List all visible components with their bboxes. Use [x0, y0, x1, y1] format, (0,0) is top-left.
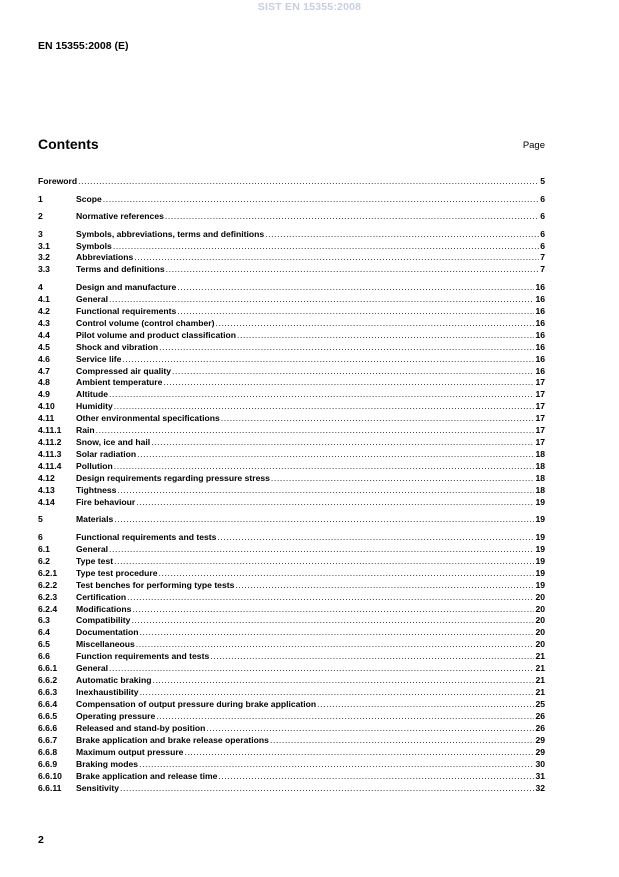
toc-entry-title: Ambient temperature: [76, 377, 163, 388]
toc-entry-page: 21: [535, 663, 545, 674]
toc-entry-page: 19: [535, 531, 545, 542]
toc-entry-number: 4.10: [38, 401, 55, 412]
toc-entry-number: 4.12: [38, 472, 55, 483]
toc-entry-page: 7: [540, 252, 545, 263]
toc-entry-number: 3.1: [38, 240, 50, 251]
toc-entry-title: Compatibility: [76, 615, 131, 626]
toc-entry[interactable]: [38, 318, 545, 330]
toc-entry-page: 16: [535, 293, 545, 304]
toc-dot-leader: [237, 330, 534, 342]
toc-entry[interactable]: [38, 639, 545, 651]
toc-entry-title: Rain: [76, 425, 95, 436]
toc-entry-title: Normative references: [76, 211, 164, 222]
toc-entry-title: Abbreviations: [76, 252, 134, 263]
toc-dot-leader: [109, 544, 534, 556]
toc-entry[interactable]: [38, 544, 545, 556]
toc-dot-leader: [166, 264, 540, 276]
toc-dot-leader: [136, 639, 535, 651]
toc-entry[interactable]: [38, 747, 545, 759]
toc-entry-number: 6.6.3: [38, 687, 58, 698]
toc-entry[interactable]: [38, 264, 545, 276]
toc-entry-title: Design and manufacture: [76, 281, 177, 292]
toc-entry-page: 18: [535, 461, 545, 471]
toc-entry-title: Solar radiation: [76, 449, 137, 460]
toc-dot-leader: [210, 651, 534, 663]
toc-entry-page: 16: [535, 305, 545, 316]
toc-dot-leader: [163, 377, 534, 389]
toc-entry-page: 6: [540, 211, 545, 222]
toc-entry-number: 6.2.1: [38, 567, 58, 578]
toc-entry[interactable]: [38, 771, 545, 783]
toc-entry-page: 18: [535, 484, 545, 495]
toc-entry[interactable]: [38, 699, 545, 711]
toc-dot-leader: [218, 771, 534, 783]
toc-entry[interactable]: [38, 241, 545, 253]
toc-entry-number: 4.4: [38, 329, 50, 340]
toc-entry-number: 6.2.4: [38, 603, 58, 614]
toc-entry-page: 29: [535, 734, 545, 745]
toc-entry-page: 26: [535, 722, 545, 733]
toc-entry[interactable]: [38, 437, 545, 449]
toc-entry-page: 20: [535, 591, 545, 602]
toc-entry-page: 16: [535, 329, 545, 340]
toc-entry[interactable]: [38, 592, 545, 604]
page-column-label: Page: [522, 140, 545, 151]
toc-entry-number: 4.13: [38, 484, 55, 495]
toc-entry[interactable]: [38, 294, 545, 306]
toc-entry-title: Symbols, abbreviations, terms and definitions: [76, 228, 265, 239]
toc-entry-number: 6: [38, 531, 43, 542]
toc-entry[interactable]: [38, 687, 545, 699]
toc-entry[interactable]: [38, 461, 545, 473]
toc-entry-number: 6.4: [38, 627, 50, 638]
toc-entry-title: General: [76, 663, 109, 674]
toc-entry-page: 17: [535, 425, 545, 436]
toc-dot-leader: [103, 194, 539, 206]
toc-dot-leader: [271, 473, 535, 485]
toc-entry-page: 7: [540, 264, 545, 275]
toc-entry-title: Released and stand-by position: [76, 722, 206, 733]
toc-entry-number: 5: [38, 514, 43, 525]
toc-entry-number: 6.2: [38, 555, 50, 566]
toc-entry[interactable]: [38, 449, 545, 461]
toc-entry-number: 4.14: [38, 496, 55, 507]
toc-dot-leader: [317, 699, 534, 711]
toc-entry-number: 1: [38, 193, 43, 204]
contents-heading: Contents: [38, 136, 99, 152]
toc-entry-page: 19: [535, 579, 545, 590]
toc-entry-title: Fire behaviour: [76, 496, 136, 507]
toc-entry-number: 3.3: [38, 264, 50, 275]
toc-entry-title: Foreword: [38, 176, 78, 186]
toc-entry[interactable]: [38, 366, 545, 378]
toc-entry-page: 20: [535, 603, 545, 614]
toc-entry-page: 16: [535, 281, 545, 292]
toc-entry-number: 4.9: [38, 389, 50, 400]
toc-dot-leader: [159, 342, 534, 354]
toc-entry[interactable]: [38, 425, 545, 437]
toc-entry-number: 4.11.3: [38, 449, 62, 460]
toc-entry-page: 29: [535, 746, 545, 757]
toc-entry-title: Sensitivity: [76, 782, 119, 793]
toc-entry[interactable]: [38, 354, 545, 366]
toc-entry[interactable]: [38, 627, 545, 639]
toc-entry[interactable]: [38, 252, 545, 264]
toc-dot-leader: [177, 282, 534, 294]
toc-entry-number: 4.11.1: [38, 425, 62, 436]
toc-dot-leader: [217, 532, 534, 544]
toc-entry[interactable]: [38, 604, 545, 616]
toc-entry[interactable]: [38, 413, 545, 425]
toc-entry-number: 6.6.1: [38, 663, 58, 674]
toc-entry-title: Tightness: [76, 484, 117, 495]
toc-dot-leader: [140, 627, 535, 639]
toc-entry-number: 4.6: [38, 353, 50, 364]
toc-dot-leader: [140, 687, 535, 699]
toc-entry-page: 20: [535, 627, 545, 638]
toc-entry-title: Functional requirements: [76, 305, 177, 316]
toc-dot-leader: [137, 449, 534, 461]
toc-entry-title: Operating pressure: [76, 710, 156, 721]
toc-entry[interactable]: [38, 651, 545, 663]
toc-entry-number: 6.3: [38, 615, 50, 626]
toc-entry-number: 6.2.2: [38, 579, 58, 590]
toc-entry[interactable]: [38, 485, 545, 497]
toc-entry[interactable]: [38, 735, 545, 747]
toc-entry-title: Scope: [76, 193, 102, 204]
toc-entry-page: 18: [535, 472, 545, 483]
toc-entry-title: Materials: [76, 514, 114, 525]
toc-entry-title: Maximum output pressure: [76, 746, 184, 757]
toc-dot-leader: [184, 747, 534, 759]
toc-entry-page: 16: [535, 353, 545, 364]
toc-entry-title: Snow, ice and hail: [76, 437, 151, 448]
toc-entry[interactable]: [38, 759, 545, 771]
toc-dot-leader: [221, 413, 535, 425]
toc-entry-number: 6.1: [38, 543, 50, 554]
toc-entry-title: Pilot volume and product classification: [76, 329, 236, 340]
toc-entry-page: 16: [535, 365, 545, 376]
toc-entry[interactable]: [38, 389, 545, 401]
toc-entry-page: 31: [535, 770, 545, 781]
toc-entry-page: 21: [535, 651, 545, 662]
toc-entry-page: 30: [535, 758, 545, 769]
toc-entry-number: 4: [38, 281, 43, 292]
toc-entry-number: 2: [38, 211, 43, 222]
toc-entry-title: Shock and vibration: [76, 341, 159, 352]
toc-entry-title: Miscellaneous: [76, 639, 135, 650]
toc-entry-page: 16: [535, 317, 545, 328]
toc-entry-page: 6: [540, 240, 545, 251]
toc-entry[interactable]: [38, 556, 545, 568]
toc-entry-title: Documentation: [76, 627, 139, 638]
toc-dot-leader: [131, 615, 534, 627]
toc-entry-page: 21: [535, 675, 545, 686]
toc-entry-page: 17: [535, 389, 545, 400]
toc-dot-leader: [109, 389, 534, 401]
toc-entry[interactable]: [38, 342, 545, 354]
toc-entry-title: Control volume (control chamber): [76, 317, 215, 328]
toc-entry-page: 17: [535, 437, 545, 448]
toc-entry-title: Type test: [76, 555, 114, 566]
toc-entry[interactable]: [38, 229, 545, 241]
toc-entry-number: 6.6: [38, 651, 50, 662]
toc-dot-leader: [215, 318, 534, 330]
toc-entry[interactable]: [38, 615, 545, 627]
toc-entry-title: Other environmental specifications: [76, 413, 220, 424]
toc-dot-leader: [235, 580, 534, 592]
toc-dot-leader: [78, 176, 539, 188]
toc-entry[interactable]: [38, 330, 545, 342]
toc-entry-number: 4.11.2: [38, 437, 62, 448]
toc-dot-leader: [132, 604, 534, 616]
toc-entry-title: Brake application and release time: [76, 770, 218, 781]
toc-entry[interactable]: [38, 675, 545, 687]
toc-dot-leader: [127, 592, 534, 604]
table-of-contents: [38, 176, 545, 795]
toc-entry-number: 4.3: [38, 317, 50, 328]
toc-dot-leader: [165, 211, 539, 223]
toc-entry-number: 6.6.6: [38, 722, 58, 733]
toc-entry[interactable]: [38, 783, 545, 795]
footer-page-number: 2: [38, 834, 44, 846]
toc-dot-leader: [114, 556, 534, 568]
toc-entry[interactable]: [38, 497, 545, 509]
toc-dot-leader: [139, 759, 534, 771]
toc-dot-leader: [96, 425, 535, 437]
toc-entry-page: 17: [535, 413, 545, 424]
toc-dot-leader: [172, 366, 534, 378]
toc-entry[interactable]: [38, 568, 545, 580]
toc-entry-title: Braking modes: [76, 758, 139, 769]
toc-entry-number: 6.6.11: [38, 782, 62, 793]
toc-entry[interactable]: [38, 282, 545, 294]
toc-entry-title: Functional requirements and tests: [76, 531, 217, 542]
toc-dot-leader: [114, 514, 534, 526]
toc-entry-title: Modifications: [76, 603, 132, 614]
toc-entry-page: 19: [535, 555, 545, 566]
toc-dot-leader: [151, 437, 534, 449]
toc-entry-page: 19: [535, 567, 545, 578]
toc-entry-number: 4.2: [38, 305, 50, 316]
toc-entry-page: 17: [535, 377, 545, 388]
toc-entry-title: Function requirements and tests: [76, 651, 210, 662]
toc-dot-leader: [206, 723, 534, 735]
toc-entry-page: 18: [535, 449, 545, 460]
toc-entry-title: Humidity: [76, 401, 113, 412]
toc-entry[interactable]: [38, 723, 545, 735]
toc-dot-leader: [136, 497, 534, 509]
toc-entry-number: 4.11.4: [38, 461, 62, 471]
toc-entry-page: 5: [540, 176, 545, 186]
toc-entry-page: 17: [535, 401, 545, 412]
toc-dot-leader: [156, 711, 534, 723]
toc-dot-leader: [114, 461, 535, 473]
toc-entry-title: Terms and definitions: [76, 264, 165, 275]
toc-entry-number: 6.6.5: [38, 710, 58, 721]
toc-entry-number: 3: [38, 228, 43, 239]
toc-entry[interactable]: [38, 514, 545, 526]
toc-entry-number: 6.5: [38, 639, 50, 650]
toc-dot-leader: [177, 306, 534, 318]
toc-dot-leader: [152, 675, 534, 687]
toc-entry-page: 21: [535, 687, 545, 698]
toc-entry-title: Brake application and brake release operations: [76, 734, 269, 745]
toc-entry[interactable]: [38, 176, 545, 188]
toc-entry[interactable]: [38, 377, 545, 389]
toc-entry-number: 4.7: [38, 365, 50, 376]
toc-entry-number: 4.11: [38, 413, 55, 424]
toc-entry-page: 20: [535, 615, 545, 626]
toc-dot-leader: [117, 485, 534, 497]
document-id: EN 15355:2008 (E): [38, 40, 129, 52]
toc-entry-page: 16: [535, 341, 545, 352]
toc-entry-page: 19: [535, 543, 545, 554]
toc-entry[interactable]: [38, 663, 545, 675]
toc-dot-leader: [109, 294, 534, 306]
toc-entry-page: 19: [535, 496, 545, 507]
toc-entry[interactable]: [38, 532, 545, 544]
toc-entry-title: Compressed air quality: [76, 365, 172, 376]
toc-entry-number: 4.1: [38, 293, 50, 304]
toc-entry-title: General: [76, 293, 109, 304]
toc-entry-title: Type test procedure: [76, 567, 158, 578]
toc-entry-title: Symbols: [76, 240, 112, 251]
toc-entry[interactable]: [38, 473, 545, 485]
toc-entry-number: 4.8: [38, 377, 50, 388]
toc-entry-number: 6.6.4: [38, 699, 58, 709]
toc-entry-title: Pollution: [76, 461, 113, 471]
toc-dot-leader: [113, 241, 539, 253]
toc-entry-page: 19: [535, 514, 545, 525]
toc-entry-page: 25: [535, 699, 545, 709]
toc-entry-title: Service life: [76, 353, 122, 364]
toc-entry-page: 6: [540, 228, 545, 239]
toc-entry-number: 6.6.7: [38, 734, 58, 745]
toc-entry-page: 6: [540, 193, 545, 204]
toc-entry-number: 6.6.2: [38, 675, 58, 686]
toc-entry-page: 26: [535, 710, 545, 721]
toc-entry-number: 3.2: [38, 252, 50, 263]
toc-entry-title: Automatic braking: [76, 675, 152, 686]
watermark-text: SIST EN 15355:2008: [257, 1, 362, 13]
toc-dot-leader: [134, 252, 539, 264]
toc-entry-title: Test benches for performing type tests: [76, 579, 235, 590]
toc-entry[interactable]: [38, 401, 545, 413]
toc-entry[interactable]: [38, 211, 545, 223]
toc-entry[interactable]: [38, 711, 545, 723]
toc-entry-number: 6.6.9: [38, 758, 58, 769]
toc-entry-number: 4.5: [38, 341, 50, 352]
toc-dot-leader: [270, 735, 534, 747]
toc-dot-leader: [265, 229, 539, 241]
toc-entry[interactable]: [38, 306, 545, 318]
toc-entry-title: Compensation of output pressure during brake application: [76, 699, 317, 709]
toc-dot-leader: [159, 568, 535, 580]
toc-dot-leader: [109, 663, 534, 675]
toc-entry-title: Altitude: [76, 389, 108, 400]
toc-entry-title: Inexhaustibility: [76, 687, 139, 698]
toc-entry-number: 6.6.10: [38, 770, 62, 781]
toc-entry-page: 20: [535, 639, 545, 650]
toc-dot-leader: [114, 401, 535, 413]
toc-dot-leader: [120, 783, 534, 795]
toc-entry-number: 6.2.3: [38, 591, 58, 602]
toc-entry[interactable]: [38, 580, 545, 592]
toc-entry-page: 32: [535, 782, 545, 793]
toc-entry[interactable]: [38, 194, 545, 206]
toc-dot-leader: [122, 354, 534, 366]
toc-entry-title: Certification: [76, 591, 127, 602]
toc-entry-title: General: [76, 543, 109, 554]
toc-entry-title: Design requirements regarding pressure stress: [76, 472, 270, 483]
toc-entry-number: 6.6.8: [38, 746, 58, 757]
